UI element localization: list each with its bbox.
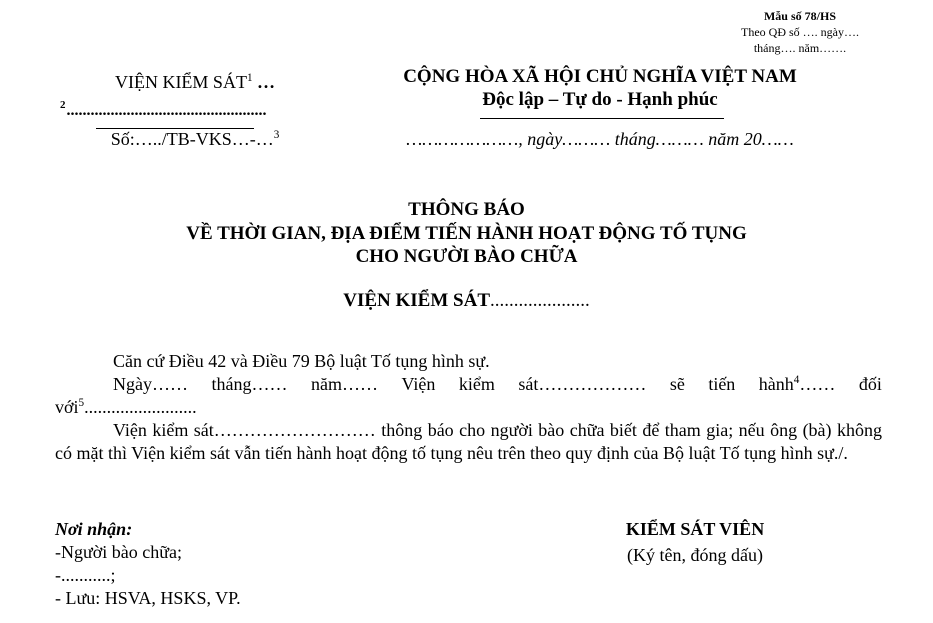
word: sát……………… [518, 374, 647, 394]
word: hành [758, 374, 794, 394]
word: đối [858, 374, 882, 394]
issuer [100, 290, 833, 312]
right-divider [480, 118, 724, 119]
form-code [700, 8, 900, 56]
national-motto: Độc lập – Tự do - Hạnh phúc [482, 89, 718, 110]
footnote-1: 1 [246, 72, 253, 84]
agency-name-text: VIỆN KIỂM SÁT [114, 72, 247, 92]
word: với [55, 397, 79, 417]
national-title: CỘNG HÒA XÃ HỘI CHỦ NGHĨA VIỆT NAM [403, 66, 797, 87]
recipient-item: - Lưu: HSVA, HSKS, VP. [55, 588, 241, 608]
recipient-item: -...........; [55, 565, 116, 585]
issuer-label: VIỆN KIỂM SÁT [343, 290, 490, 311]
agency-name [60, 72, 330, 93]
schedule-line-2 [55, 396, 882, 419]
footnote-3: 3 [273, 129, 280, 141]
word: tháng…… [211, 374, 288, 394]
recipient-item: -Người bào chữa; [55, 542, 182, 562]
signer-title: KIỂM SÁT VIÊN [625, 519, 765, 539]
place-date: …………………, ngày……… tháng……… năm 20…… [406, 129, 794, 149]
word: năm…… [310, 374, 378, 394]
title-line-1: THÔNG BÁO [408, 199, 525, 220]
title-line-3: CHO NGƯỜI BÀO CHỮA [355, 246, 578, 267]
dots: …… [799, 374, 836, 394]
title-line-2: VỀ THỜI GIAN, ĐỊA ĐIỂM TIẾN HÀNH HOẠT ĐỘNG TỐ TỤNG [186, 222, 747, 244]
agency-name-suffix: … [252, 72, 276, 92]
issuer-dots: ..................... [490, 290, 590, 311]
recipients-block [55, 518, 241, 610]
footnote-2: 2 [60, 99, 66, 111]
document-title [100, 198, 833, 269]
paragraph-legal-basis: Căn cứ Điều 42 và Điều 79 Bộ luật Tố tụng hình sự. [113, 351, 490, 371]
footnote-5: 5 [78, 397, 85, 409]
footnote-4: 4 [793, 374, 800, 386]
sub-agency [60, 99, 267, 120]
sub-agency-dots: .................................................. [66, 102, 267, 119]
schedule-line-1 [55, 373, 882, 396]
word: tiến [708, 374, 736, 394]
paragraph-schedule [55, 373, 882, 419]
word: Viện [401, 374, 436, 394]
dots: ......................... [84, 397, 197, 417]
form-code-label: Mẫu số 78/HS [763, 9, 836, 23]
word: Ngày…… [113, 374, 188, 394]
form-code-date: tháng…. năm……. [753, 41, 847, 55]
signer-note: (Ký tên, đóng dấu) [627, 545, 763, 565]
document-number [60, 129, 330, 150]
document-number-text: Số:…../TB-VKS…-… [110, 129, 274, 149]
word-with-footnote [759, 373, 836, 396]
word: kiểm [458, 374, 495, 394]
paragraph-notification: Viện kiểm sát……………………… thông báo cho người bào chữa biết để tham gia; nếu ông (bà) không có mặt thì Viện kiểm sát vẫn tiến hành hoạt động tố tụng nêu trên theo quy định của Bộ luật Tố tụng hình sự./. [55, 420, 882, 463]
word: sẽ [669, 374, 685, 394]
signature-block [590, 516, 800, 568]
recipients-heading: Nơi nhận: [55, 519, 133, 539]
form-code-decision: Theo QĐ số …. ngày…. [741, 25, 859, 39]
